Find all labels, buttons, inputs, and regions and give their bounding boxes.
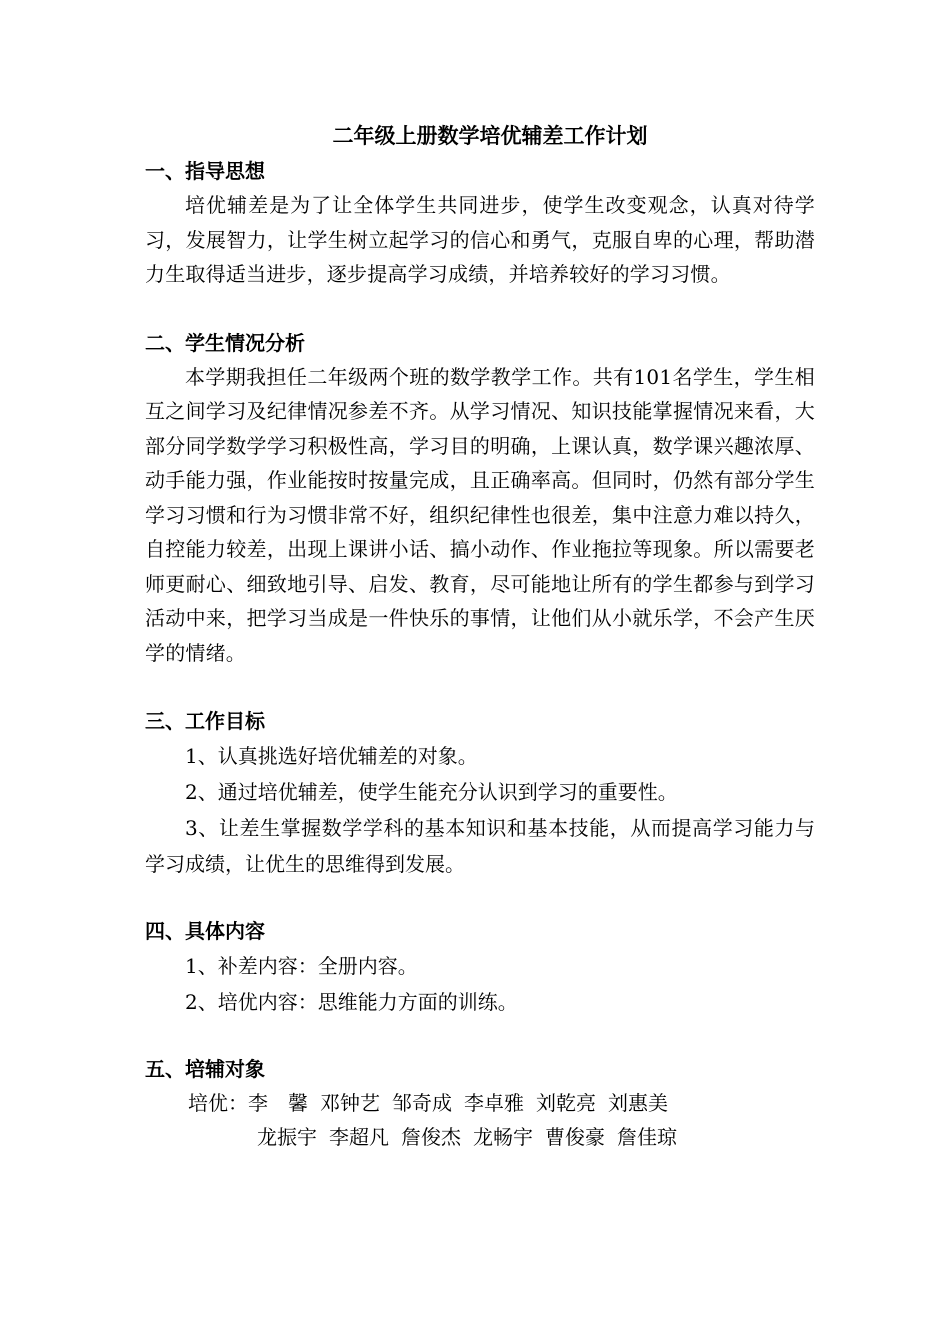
goal-item: 2、通过培优辅差，使学生能充分认识到学习的重要性。 [185,780,678,804]
section-paragraph: 培优辅差是为了让全体学生共同进步，使学生改变观念，认真对待学习，发展智力，让学生树立起学习的信心和勇气，克服自卑的心理，帮助潜力生取得适当进步，逐步提高学习成绩，并培养较好的学习习惯。 [145,193,815,286]
section-heading: 一、指导思想 [145,159,265,183]
section-tutoring-targets [145,1052,815,1154]
section-specific-content [145,914,815,1020]
content-item: 1、补差内容：全册内容。 [185,954,418,978]
student-name: 詹佳琼 [617,1125,677,1149]
goal-item: 1、认真挑选好培优辅差的对象。 [185,744,478,768]
document-page [145,118,815,1154]
student-name: 李超凡 [329,1125,389,1149]
section-heading: 五、培辅对象 [145,1057,265,1081]
student-name: 李卓雅 [464,1091,524,1115]
student-name: 刘惠美 [608,1091,668,1115]
student-name: 詹俊杰 [401,1125,461,1149]
student-name: 李 馨 [248,1091,308,1115]
names-row-2 [145,1120,815,1154]
student-name: 曹俊豪 [545,1125,605,1149]
spacer [145,670,815,704]
document-title: 二年级上册数学培优辅差工作计划 [332,123,648,148]
section-heading: 三、工作目标 [145,709,265,733]
student-name: 刘乾亮 [536,1091,596,1115]
group-label: 培优： [188,1091,248,1115]
section-heading: 四、具体内容 [145,919,265,943]
student-name: 龙振宇 [257,1125,317,1149]
goal-item: 3、让差生掌握数学学科的基本知识和基本技能，从而提高学习能力与学习成绩，让优生的思维得到发展。 [145,816,815,876]
section-work-goals [145,704,815,882]
section-student-analysis [145,326,815,671]
section-paragraph: 本学期我担任二年级两个班的数学教学工作。共有101名学生，学生相互之间学习及纪律情况参差不齐。从学习情况、知识技能掌握情况来看，大部分同学数学学习积极性高，学习目的明确，上课认真，数学课兴趣浓厚、动手能力强，作业能按时按量完成，且正确率高。但同时，仍然有部分学生学习习惯和行为习惯非常不好，组织纪律性也很差，集中注意力难以持久，自控能力较差，出现上课讲小话、搞小动作、作业拖拉等现象。所以需要老师更耐心、细致地引导、启发、教育，尽可能地让所有的学生都参与到学习活动中来，把学习当成是一件快乐的事情，让他们从小就乐学，不会产生厌学的情绪。 [145,364,815,665]
student-name: 龙畅宇 [473,1125,533,1149]
student-name: 邹奇成 [392,1091,452,1115]
spacer [145,1020,815,1052]
section-heading: 二、学生情况分析 [145,330,305,355]
spacer [145,292,815,326]
section-guiding-ideology [145,154,815,292]
names-row-1 [145,1086,815,1120]
student-name: 邓钟艺 [320,1091,380,1115]
spacer [145,882,815,914]
content-item: 2、培优内容：思维能力方面的训练。 [185,990,518,1014]
